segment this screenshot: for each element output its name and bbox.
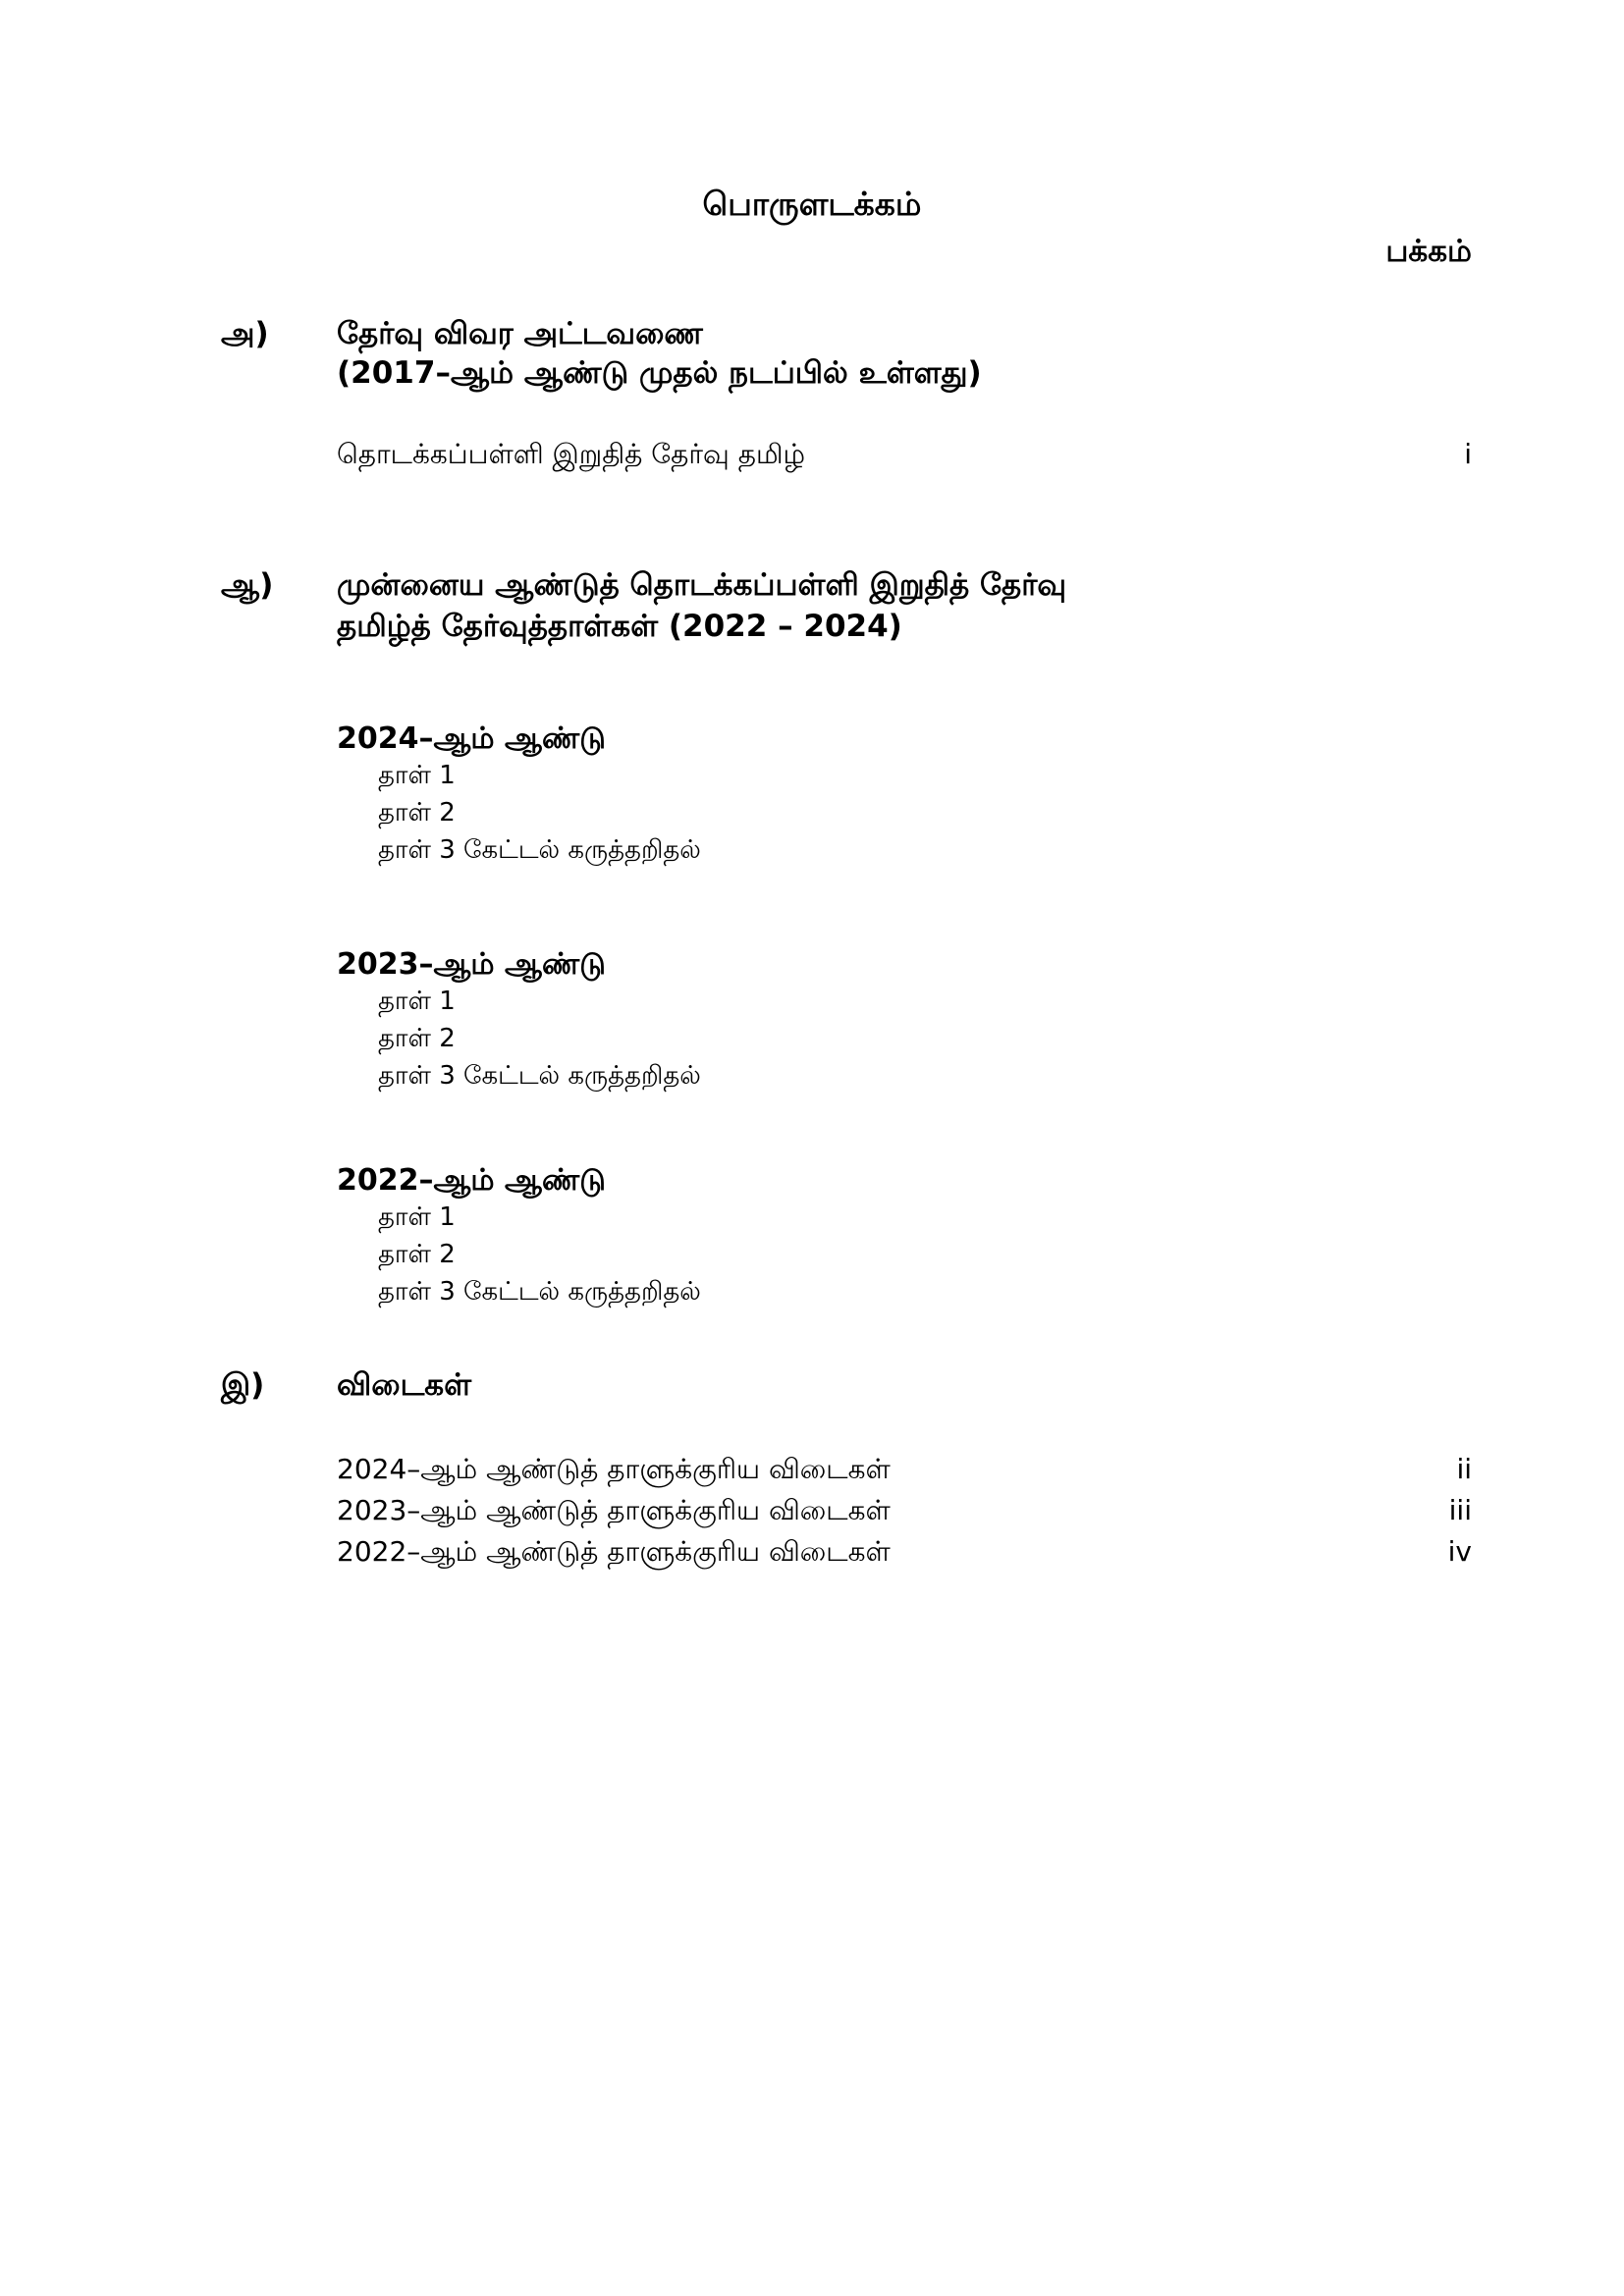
section-c-label: இ) — [221, 1367, 265, 1403]
paper-item[interactable]: தாள் 2 — [378, 1024, 456, 1053]
paper-item[interactable]: தாள் 1 — [378, 987, 456, 1016]
page-column-header: பக்கம் — [1385, 234, 1472, 269]
toc-entry-page: i — [1464, 438, 1472, 470]
year-heading-2023: 2023–ஆம் ஆண்டு — [337, 947, 606, 982]
paper-item[interactable]: தாள் 3 கேட்டல் கருத்தறிதல் — [378, 1277, 701, 1307]
year-heading-2022: 2022–ஆம் ஆண்டு — [337, 1163, 606, 1198]
paper-item[interactable]: தாள் 1 — [378, 1202, 456, 1232]
toc-entry-text[interactable]: 2024–ஆம் ஆண்டுத் தாளுக்குரிய விடைகள் — [337, 1453, 891, 1485]
section-a-label: அ) — [221, 316, 269, 351]
paper-item[interactable]: தாள் 2 — [378, 1240, 456, 1269]
section-b-heading-line-2: தமிழ்த் தேர்வுத்தாள்கள் (2022 – 2024) — [337, 609, 902, 644]
toc-entry-text[interactable]: 2023–ஆம் ஆண்டுத் தாளுக்குரிய விடைகள் — [337, 1494, 891, 1526]
section-a-heading-line-2: (2017–ஆம் ஆண்டு முதல் நடப்பில் உள்ளது) — [337, 355, 982, 391]
paper-item[interactable]: தாள் 3 கேட்டல் கருத்தறிதல் — [378, 835, 701, 865]
paper-item[interactable]: தாள் 2 — [378, 798, 456, 828]
section-b-label: ஆ) — [221, 567, 274, 603]
paper-item[interactable]: தாள் 3 கேட்டல் கருத்தறிதல் — [378, 1061, 701, 1091]
toc-entry-page: iv — [1447, 1535, 1472, 1568]
paper-item[interactable]: தாள் 1 — [378, 761, 456, 790]
year-heading-2024: 2024–ஆம் ஆண்டு — [337, 721, 606, 756]
section-a-heading-line-1: தேர்வு விவர அட்டவணை — [337, 316, 703, 351]
toc-entry-page: iii — [1448, 1494, 1472, 1526]
toc-entry-page: ii — [1456, 1453, 1472, 1485]
page-title: பொருளடக்கம் — [702, 185, 922, 223]
toc-entry-text[interactable]: தொடக்கப்பள்ளி இறுதித் தேர்வு தமிழ் — [337, 438, 806, 470]
section-c-heading: விடைகள் — [337, 1367, 472, 1403]
toc-entry-text[interactable]: 2022–ஆம் ஆண்டுத் தாளுக்குரிய விடைகள் — [337, 1535, 891, 1568]
section-b-heading-line-1: முன்னைய ஆண்டுத் தொடக்கப்பள்ளி இறுதித் தேர்வு — [337, 567, 1067, 603]
